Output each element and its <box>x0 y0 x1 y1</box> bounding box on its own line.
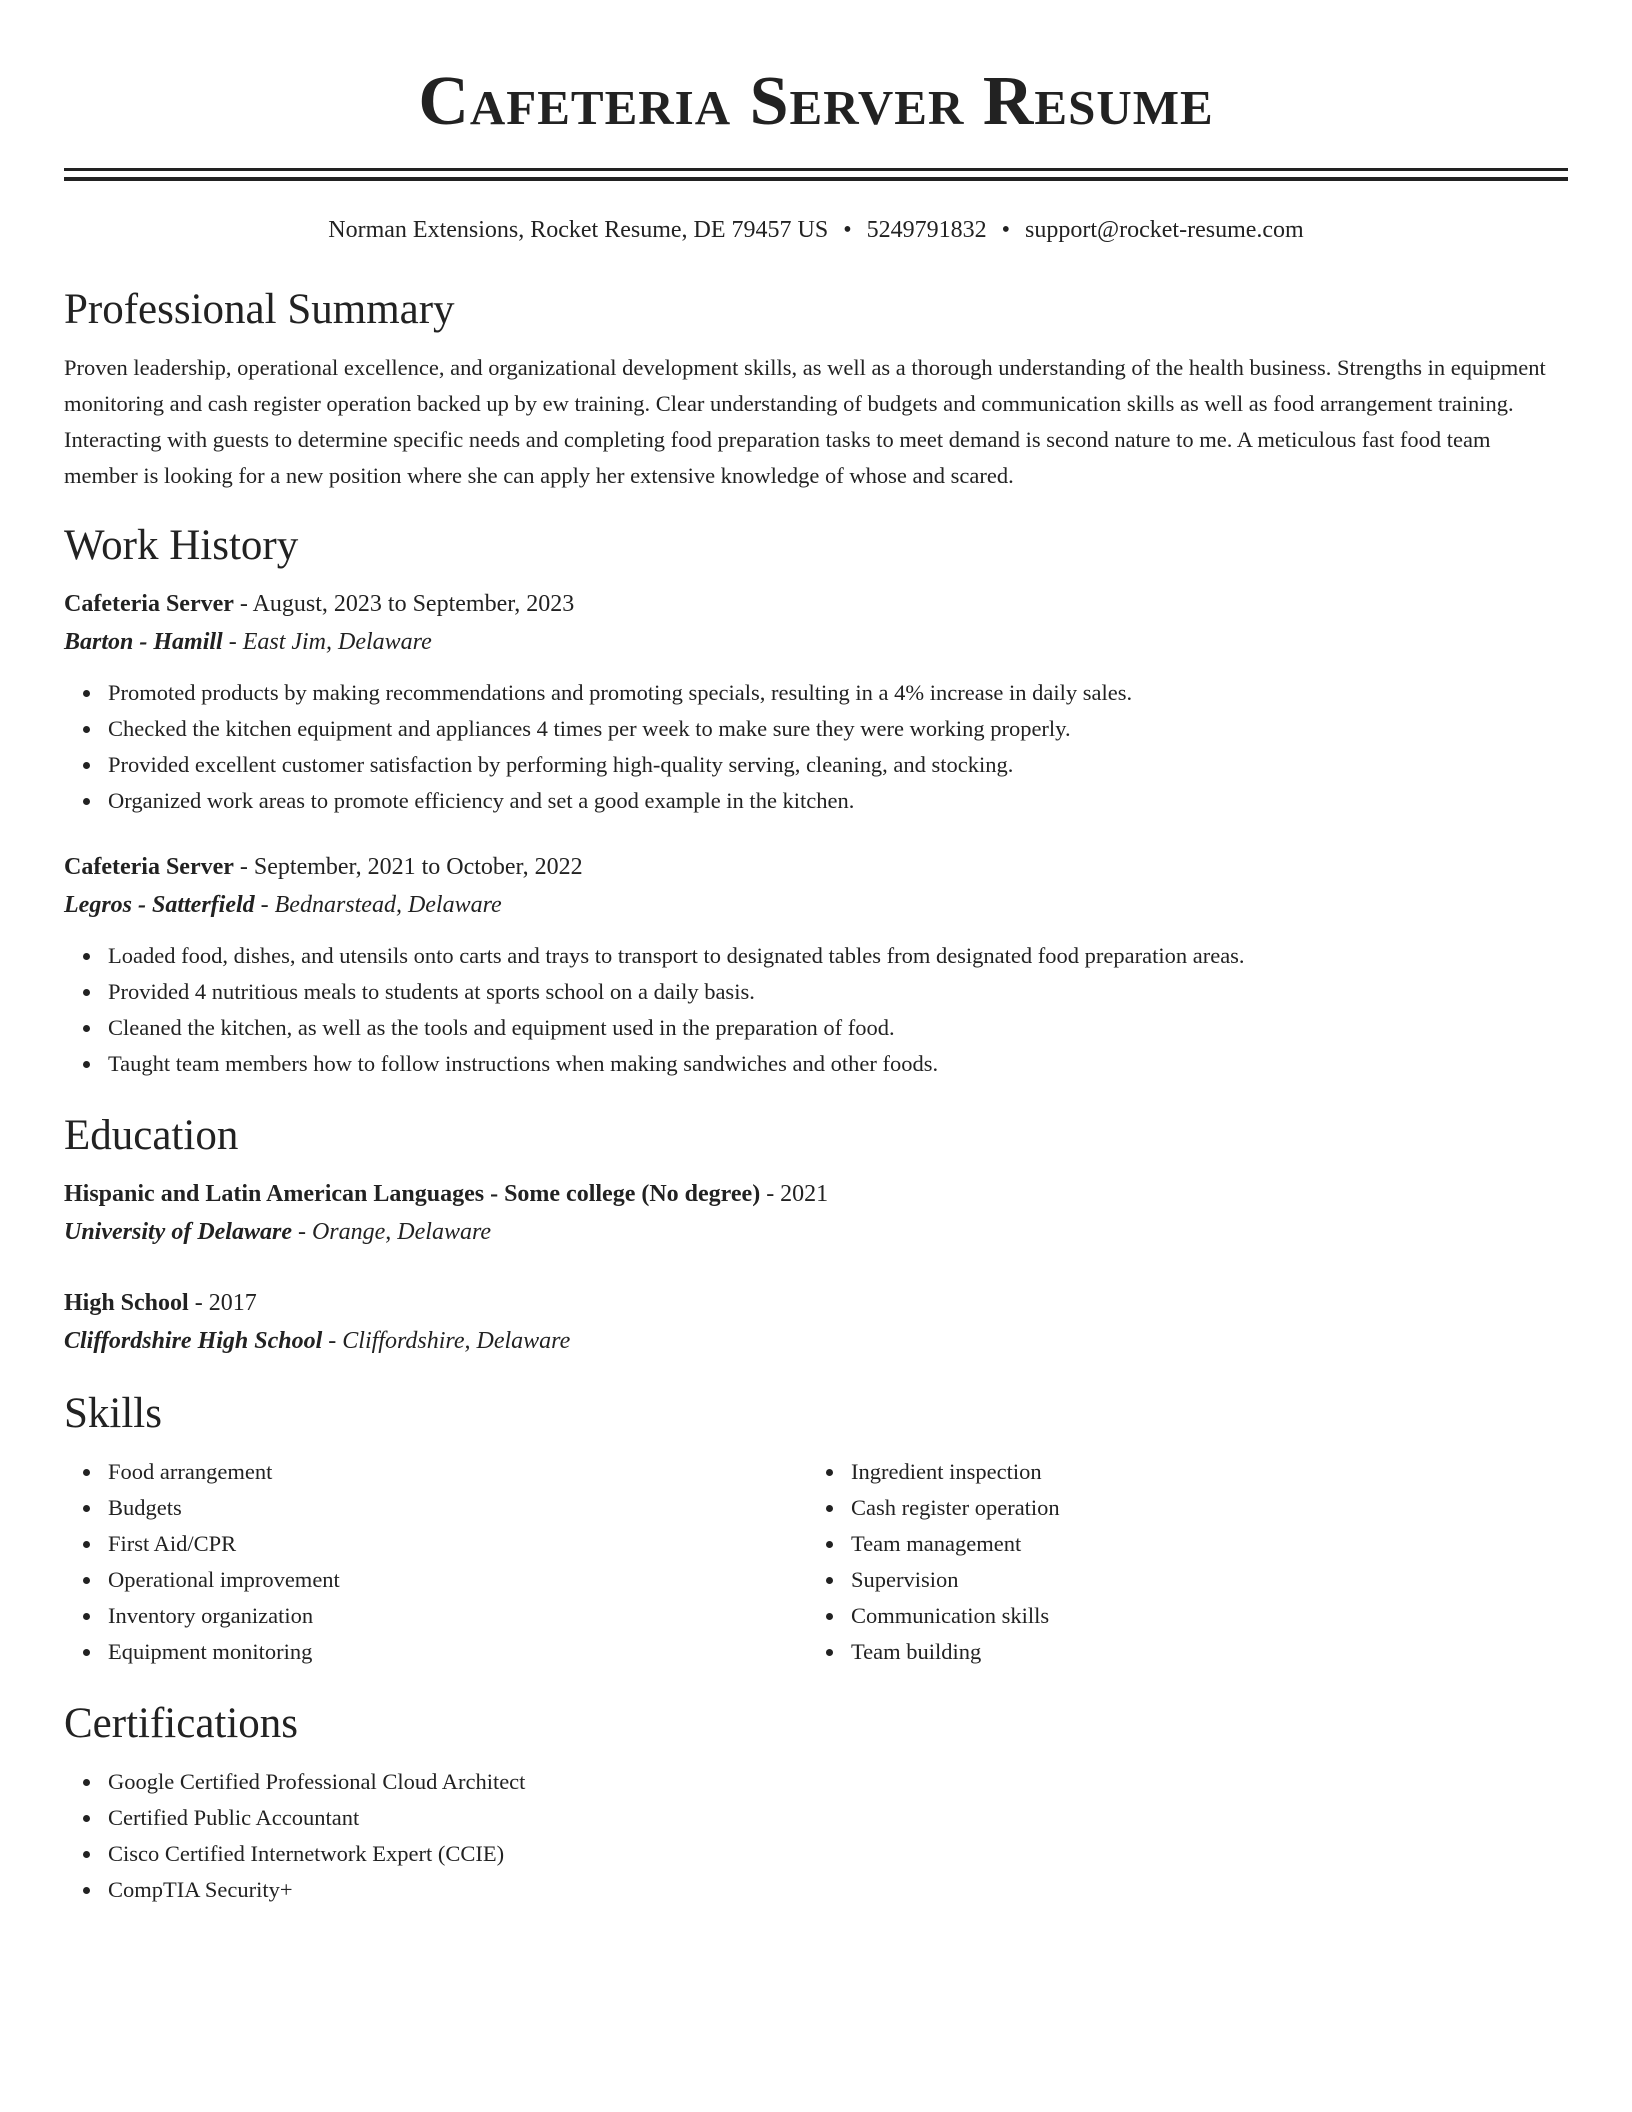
education-school-line <box>64 1213 1568 1251</box>
education-degree: High School <box>64 1290 189 1316</box>
list-item: Certified Public Accountant <box>108 1800 1568 1836</box>
list-item: Equipment monitoring <box>108 1634 807 1670</box>
job-location: - Bednarstead, Delaware <box>254 892 502 918</box>
education-year: - 2017 <box>188 1290 257 1316</box>
job-bullets <box>64 938 1568 1082</box>
summary-text: Proven leadership, operational excellence, and organizational development skills, as well as a thorough understanding of the health business. Strengths in equipment monitoring and cash register operation backed up by ew training. Clear understanding of budgets and communication skills as well as food arrangement training. Interacting with guests to determine specific needs and completing food preparation tasks to meet demand is second nature to me. A meticulous fast food team member is looking for a new position where she can apply her extensive knowledge of whose and scared. <box>64 355 1546 488</box>
job-employer-line <box>64 886 1568 924</box>
certifications-section <box>64 1698 1568 1908</box>
summary-section <box>64 284 1568 494</box>
education-heading: Education <box>64 1112 239 1159</box>
job-bullets <box>64 675 1568 819</box>
skills-grid <box>64 1454 1568 1670</box>
work-history-heading: Work History <box>64 522 299 569</box>
contact-phone: 5249791832 <box>866 217 987 243</box>
contact-address: Norman Extensions, Rocket Resume, DE 79457 US <box>328 217 829 243</box>
list-item: First Aid/CPR <box>108 1526 807 1562</box>
resume-page <box>64 0 1568 1908</box>
list-item: Inventory organization <box>108 1598 807 1634</box>
job-header <box>64 849 1568 886</box>
education-header <box>64 1285 1568 1322</box>
list-item: Cisco Certified Internetwork Expert (CCIE) <box>108 1836 1568 1872</box>
summary-heading: Professional Summary <box>64 286 455 333</box>
list-item: Provided excellent customer satisfaction by performing high-quality serving, cleaning, and stocking. <box>108 747 1568 783</box>
education-entry <box>64 1176 1568 1251</box>
job-entry <box>64 586 1568 819</box>
certifications-list <box>64 1764 1568 1908</box>
list-item: Checked the kitchen equipment and appliances 4 times per week to make sure they were working properly. <box>108 711 1568 747</box>
education-degree: Hispanic and Latin American Languages - Some college (No degree) <box>64 1181 761 1207</box>
education-section <box>64 1110 1568 1360</box>
contact-separator: • <box>843 217 852 243</box>
job-entry <box>64 849 1568 1082</box>
job-employer-line <box>64 623 1568 661</box>
list-item: Communication skills <box>851 1598 1551 1634</box>
list-item: CompTIA Security+ <box>108 1872 1568 1908</box>
education-entry <box>64 1285 1568 1360</box>
list-item: Ingredient inspection <box>851 1454 1551 1490</box>
education-year: - 2021 <box>760 1181 829 1207</box>
skills-left-column <box>64 1454 807 1670</box>
list-item: Food arrangement <box>108 1454 807 1490</box>
list-item: Cleaned the kitchen, as well as the tools and equipment used in the preparation of food. <box>108 1010 1568 1046</box>
job-header <box>64 586 1568 623</box>
list-item: Taught team members how to follow instructions when making sandwiches and other foods. <box>108 1046 1568 1082</box>
list-item: Team management <box>851 1526 1551 1562</box>
contact-separator: • <box>1001 217 1011 243</box>
list-item: Provided 4 nutritious meals to students at sports school on a daily basis. <box>108 974 1568 1010</box>
job-dates: - August, 2023 to September, 2023 <box>233 591 575 617</box>
contact-line <box>64 215 1568 245</box>
list-item: Loaded food, dishes, and utensils onto carts and trays to transport to designated tables from designated food preparation areas. <box>108 938 1568 974</box>
skills-section <box>64 1388 1568 1670</box>
list-item: Operational improvement <box>108 1562 807 1598</box>
title-divider-bottom <box>64 177 1568 181</box>
list-item: Google Certified Professional Cloud Architect <box>108 1764 1568 1800</box>
list-item: Promoted products by making recommendations and promoting specials, resulting in a 4% increase in daily sales. <box>108 675 1568 711</box>
list-item: Budgets <box>108 1490 807 1526</box>
skills-heading: Skills <box>64 1390 162 1437</box>
education-location: - Orange, Delaware <box>291 1219 492 1245</box>
certifications-heading: Certifications <box>64 1700 299 1747</box>
list-item: Supervision <box>851 1562 1551 1598</box>
work-history-section <box>64 520 1568 1082</box>
job-employer: Legros - Satterfield <box>64 892 255 918</box>
education-school: University of Delaware <box>64 1219 292 1245</box>
job-location: - East Jim, Delaware <box>222 629 432 655</box>
job-title: Cafeteria Server <box>64 591 234 617</box>
list-item: Cash register operation <box>851 1490 1551 1526</box>
education-school: Cliffordshire High School <box>64 1328 323 1354</box>
education-location: - Cliffordshire, Delaware <box>322 1328 571 1354</box>
job-employer: Barton - Hamill <box>64 629 223 655</box>
list-item: Team building <box>851 1634 1551 1670</box>
resume-title: Cafeteria Server Resume <box>418 63 1214 140</box>
education-school-line <box>64 1322 1568 1360</box>
contact-email: support@rocket-resume.com <box>1025 217 1304 243</box>
job-title: Cafeteria Server <box>64 854 234 880</box>
job-dates: - September, 2021 to October, 2022 <box>233 854 583 880</box>
education-header <box>64 1176 1568 1213</box>
skills-right-column <box>807 1454 1551 1670</box>
list-item: Organized work areas to promote efficiency and set a good example in the kitchen. <box>108 783 1568 819</box>
title-divider-top <box>64 168 1568 171</box>
